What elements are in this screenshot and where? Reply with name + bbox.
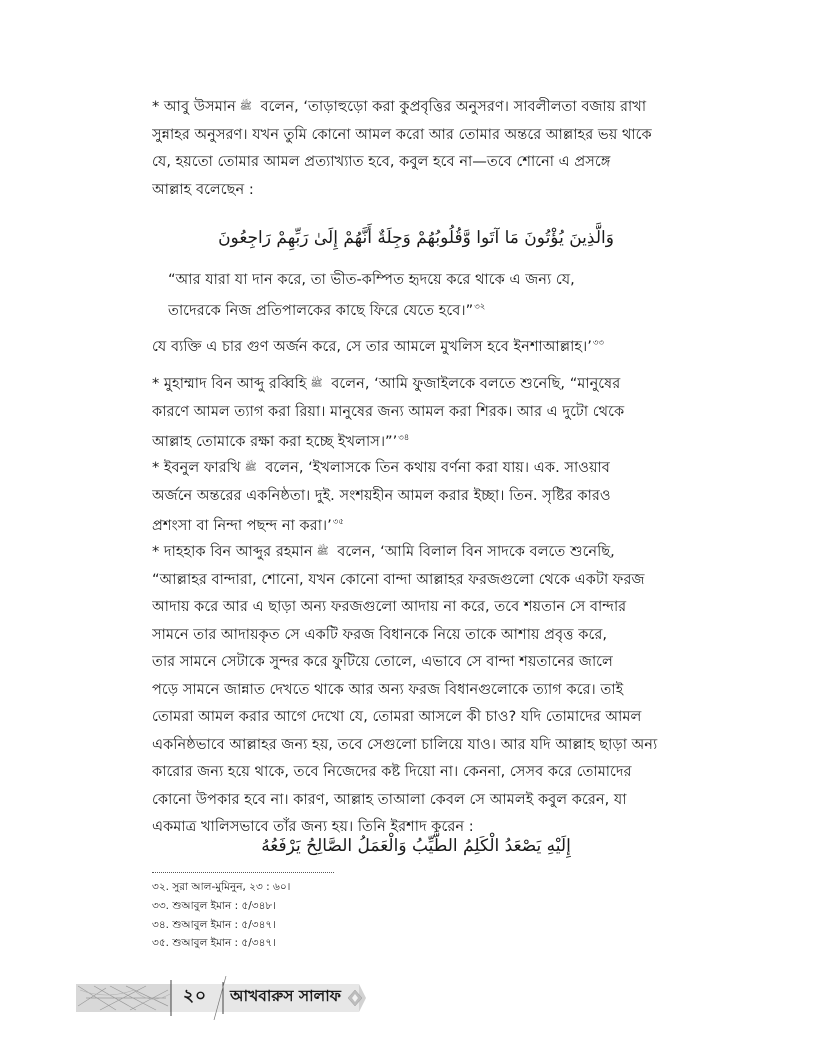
text-span: আল্লাহ তোমাকে রক্ষা করা হচ্ছে ইখলাস।”’ [152, 433, 398, 450]
text-line: আদায় করে আর এ ছাড়া অন্য ফরজগুলো আদায় না করে, তবে শয়তান সে বান্দার [152, 598, 627, 615]
text-line: অর্জনে অন্তরের একনিষ্ঠতা। দুই. সংশয়হীন আমল করার ইচ্ছা। তিন. সৃষ্টির কারও [152, 486, 611, 504]
text-line [152, 509, 680, 540]
text-line: “আর যারা যা দান করে, তা ভীত-কম্পিত হৃদয়ে করে থাকে এ জন্য যে, [168, 271, 575, 288]
footnote-ref: ৩৪ [398, 433, 410, 443]
text-line [152, 330, 680, 361]
page-number: ২০ [183, 986, 208, 1006]
text-line [168, 294, 680, 325]
footnote-ref: ৩২ [474, 301, 486, 312]
text-line: সুন্নাহর অনুসরণ। যখন তুমি কোনো আমল করো আর তোমার অন্তরে আল্লাহর ভয় থাকে [152, 125, 652, 143]
paragraph-conclusion [152, 330, 680, 361]
verse-translation [168, 266, 680, 324]
text-line: কোনো উপকার হবে না। কারণ, আল্লাহ তাআলা কেবল সে আমলই কবুল করেন, যা [152, 790, 627, 808]
text-line: যে, হয়তো তোমার আমল প্রত্যাখ্যাত হবে, কবুল হবে না—তবে শোনো এ প্রসঙ্গে [152, 153, 611, 170]
paragraph-ibnul-farkhi [152, 454, 680, 540]
paragraph-muhammad-bin-abdu-rabbihi [152, 370, 680, 456]
text-line: সামনে তার আদায়কৃত সে একটি ফরজ বিধানকে নিয়ে তাকে আশায় প্রবৃত্ত করে, [152, 625, 607, 643]
footnote-ref: ৩৫ [332, 517, 344, 527]
text-line: কারণে আমল ত্যাগ করা রিয়া। মানুষের জন্য আমল করা শিরক। আর এ দুটো থেকে [152, 402, 625, 420]
honorific-symbol: ﷺ [310, 378, 323, 389]
paragraph-abu-usman [152, 93, 680, 203]
text-span: বলেন, ‘আমি বিলাল বিন সাদকে বলতে শুনেছি, [332, 543, 615, 560]
text-line: পড়ে সামনে জান্নাত দেখতে থাকে আর অন্য ফরজ বিধানগুলোকে ত্যাগ করে। তাই [152, 680, 624, 698]
text-line: তোমরা আমল করার আগে দেখো যে, তোমরা আসলে কী চাও? যদি তোমাদের আমল [152, 708, 642, 725]
text-span: যে ব্যক্তি এ চার গুণ অর্জন করে, সে তার আমলে মুখলিস হবে ইনশাআল্লাহ।’ [152, 338, 592, 355]
text-line [152, 454, 680, 482]
text-line [152, 370, 680, 398]
honorific-symbol: ﷺ [239, 101, 252, 112]
text-span: প্রশংসা বা নিন্দা পছন্দ না করা।’ [152, 517, 332, 534]
footnotes-list [152, 878, 552, 953]
footnote-divider [152, 872, 334, 873]
text-line: কারোর জন্য হয়ে থাকে, তবে নিজেদের কষ্ট দিয়ো না। কেননা, সেসব করে তোমাদের [152, 763, 632, 780]
arabic-verse: إِلَيْهِ يَصْعَدُ الْكَلِمُ الطَّيِّبُ وَالْعَمَلُ الصَّالِحُ يَرْفَعُهُ [261, 836, 571, 856]
honorific-symbol: ﷺ [316, 546, 329, 557]
footnote: ৩৫. শুআবুল ইমান : ৫/৩৪৭। [152, 937, 276, 950]
text-line [152, 425, 680, 456]
text-span: বলেন, ‘ইখলাসকে তিন কথায় বর্ণনা করা যায়। এক. সাওয়াব [260, 459, 610, 476]
text-line: তার সামনে সেটাকে সুন্দর করে ফুটিয়ে তোলে, এভাবে সে বান্দা শয়তানের জালে [152, 653, 613, 670]
text-span: তাদেরকে নিজ প্রতিপালকের কাছে ফিরে যেতে হবে।” [168, 301, 474, 319]
text-line: “আল্লাহর বান্দারা, শোনো, যখন কোনো বান্দা আল্লাহর ফরজগুলো থেকে একটা ফরজ [152, 570, 645, 588]
text-line: একমাত্র খালিসভাবে তাঁর জন্য হয়। তিনি ইরশাদ করেন : [152, 818, 474, 835]
footnote-ref: ৩৩ [592, 338, 604, 348]
page-footer [76, 976, 366, 1020]
text-span: * মুহাম্মাদ বিন আব্দু রব্বিহি [152, 375, 307, 392]
footnote: ৩৪. শুআবুল ইমান : ৫/৩৪৭। [152, 918, 276, 931]
text-span: বলেন, ‘তাড়াহুড়ো করা কুপ্রবৃত্তির অনুসরণ। সাবলীলতা বজায় রাখা [255, 98, 647, 115]
text-line: আল্লাহ বলেছেন : [152, 180, 254, 198]
text-line [152, 93, 680, 121]
arabic-verse: وَالَّذِينَ يُؤْتُونَ مَا آتَوا وَّقُلُوبُهُمْ وَجِلَةٌ أَنَّهُمْ إِلَىٰ رَبِّهِمْ رَاجِعُونَ [218, 228, 614, 248]
paragraph-dahhak [152, 538, 680, 841]
text-span: বলেন, ‘আমি ফুজাইলকে বলতে শুনেছি, “মানুষের [326, 375, 621, 392]
text-span: * দাহহাক বিন আব্দুর রহমান [152, 543, 313, 560]
book-title: আখবারুস সালাফ [230, 987, 342, 1005]
text-line: একনিষ্ঠভাবে আল্লাহর জন্য হয়, তবে সেগুলো চালিয়ে যাও। আর যদি আল্লাহ ছাড়া অন্য [152, 735, 658, 753]
footnote: ৩২. সুরা আল-মুমিনুন, ২৩ : ৬০। [152, 881, 291, 893]
footnote: ৩৩. শুআবুল ইমান : ৫/৩৪৮। [152, 899, 276, 912]
text-span: * আবু উসমান [152, 98, 236, 115]
text-line [152, 538, 680, 566]
text-span: * ইবনুল ফারখি [152, 459, 241, 476]
honorific-symbol: ﷺ [244, 462, 257, 473]
